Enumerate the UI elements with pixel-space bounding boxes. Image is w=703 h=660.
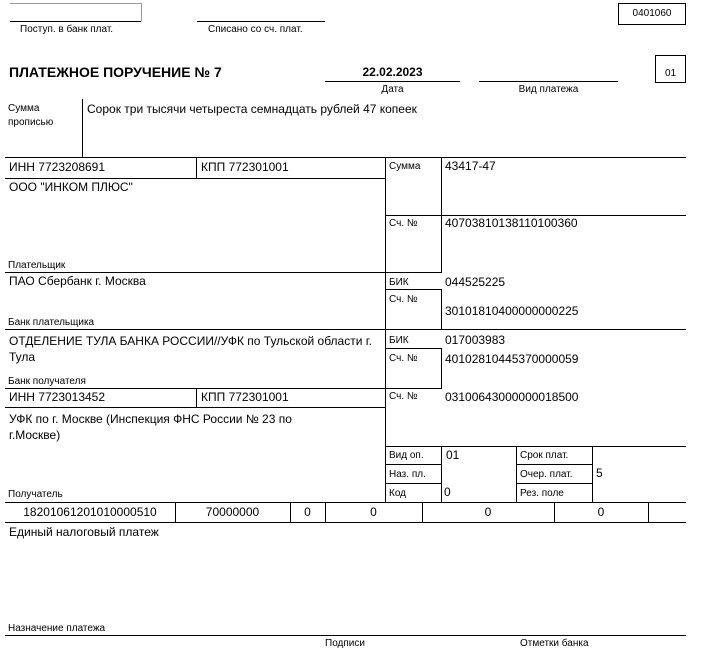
tax-divider-6 <box>648 502 649 522</box>
debited-line <box>197 21 325 22</box>
payer-name: ООО "ИНКОМ ПЛЮС" <box>9 180 133 194</box>
received-line-right <box>141 3 142 21</box>
purpose-code-label: Наз. пл. <box>389 469 426 480</box>
payer-inn: ИНН 7723208691 <box>9 160 106 174</box>
payer-bank-bik: 044525225 <box>445 275 506 289</box>
payer-bank-name: ПАО Сбербанк г. Москва <box>9 274 146 288</box>
payer-bottom-line <box>5 272 442 273</box>
tax-field-oktmo: 70000000 <box>205 505 260 519</box>
date-value: 22.02.2023 <box>362 65 423 79</box>
purpose-value: Единый налоговый платеж <box>9 525 159 539</box>
priority-value: 5 <box>596 466 603 480</box>
payee-account: 03100643000000018500 <box>445 390 579 404</box>
label-column-divider-2 <box>441 289 442 329</box>
payer-bank-bottom-line <box>5 329 686 330</box>
tax-row-bottom-line <box>5 522 686 523</box>
payer-kpp: КПП 772301001 <box>201 160 289 174</box>
form-code: 0401060 <box>632 8 672 19</box>
inn-kpp-underline <box>5 178 385 179</box>
amount-words-value: Сорок три тысячи четыреста семнадцать рублей 47 копеек <box>87 102 417 116</box>
received-line-top <box>10 3 141 4</box>
amount-words-label-1: Сумма <box>8 103 40 114</box>
label-column-divider-4 <box>441 446 442 502</box>
code-label: Код <box>389 488 407 499</box>
codes-row-line-2 <box>385 483 442 484</box>
tax-row-top-line <box>5 502 686 503</box>
debited-label: Списано со сч. плат. <box>208 24 303 35</box>
payee-kpp: КПП 772301001 <box>201 390 289 404</box>
payee-bank-name: ОТДЕЛЕНИЕ ТУЛА БАНКА РОССИИ//УФК по Тульской области г. Тула <box>9 334 372 364</box>
tax-field-doc-date: 0 <box>597 505 605 519</box>
document-title: ПЛАТЕЖНОЕ ПОРУЧЕНИЕ № 7 <box>9 64 222 80</box>
payee-inn: ИНН 7723013452 <box>9 390 106 404</box>
grid-line-157 <box>5 157 686 158</box>
reserve-label: Рез. поле <box>520 488 564 499</box>
codes-top-line <box>385 446 686 447</box>
payee-bank-bik: 017003983 <box>445 333 506 347</box>
status-code: 01 <box>664 68 677 79</box>
received-label: Поступ. в банк плат. <box>20 24 114 35</box>
payer-amount-label: Сумма <box>389 161 421 172</box>
codes-right-divider <box>592 446 593 502</box>
payment-type-label: Вид платежа <box>518 84 579 95</box>
payee-bank-bik-line <box>385 348 442 349</box>
codes-mid-divider <box>516 446 517 502</box>
date-label: Дата <box>381 84 404 95</box>
op-type-label: Вид оп. <box>389 450 424 461</box>
purpose-bottom-line <box>5 635 686 636</box>
payee-account-label: Сч. № <box>389 391 418 402</box>
op-type-value: 01 <box>446 448 460 462</box>
received-line <box>10 21 141 22</box>
payee-bank-bottom-line <box>5 388 442 389</box>
payee-inn-kpp-divider <box>196 388 197 407</box>
payee-bank-account-label: Сч. № <box>389 353 418 364</box>
priority-label: Очер. плат. <box>520 469 573 480</box>
label-column-divider-3 <box>441 348 442 388</box>
codes-row-line-2b <box>516 483 592 484</box>
payer-bank-label: Банк плательщика <box>8 317 95 328</box>
payer-account-label: Сч. № <box>389 218 418 229</box>
amount-words-divider <box>82 99 83 157</box>
payee-name: УФК по г. Москве (Инспекция ФНС России № 23 по г.Москве) <box>9 412 292 442</box>
payer-amount: 43417-47 <box>445 159 496 173</box>
payee-label: Получатель <box>8 489 63 500</box>
code-value: 0 <box>444 485 451 499</box>
date-line <box>325 81 460 82</box>
payee-bank-label: Банк получателя <box>8 376 86 387</box>
payer-account: 40703810138110100360 <box>445 216 578 230</box>
payer-bank-account: 30101810400000000225 <box>445 304 579 318</box>
payer-bank-bik-line <box>385 289 442 290</box>
amount-words-label-2: прописью <box>8 117 54 128</box>
payee-bank-bik-label: БИК <box>389 335 409 346</box>
payee-bank-account: 40102810445370000059 <box>445 352 579 366</box>
payee-inn-kpp-underline <box>5 407 385 408</box>
payer-label: Плательщик <box>8 260 66 271</box>
codes-row-line-1 <box>385 464 442 465</box>
signatures-label: Подписи <box>325 638 365 649</box>
bank-marks-label: Отметки банка <box>520 638 589 649</box>
tax-field-period: 0 <box>370 505 377 519</box>
codes-row-line-1b <box>516 464 592 465</box>
term-label: Срок плат. <box>520 450 569 461</box>
payer-inn-kpp-divider <box>196 157 197 178</box>
payer-bank-bik-label: БИК <box>389 277 409 288</box>
payment-type-line <box>479 81 618 82</box>
payer-bank-account-label: Сч. № <box>389 294 418 305</box>
purpose-label: Назначение платежа <box>8 623 106 634</box>
tax-field-kbk: 18201061201010000510 <box>23 505 157 519</box>
tax-field-doc-number: 0 <box>484 505 492 519</box>
tax-field-basis: 0 <box>304 505 311 519</box>
